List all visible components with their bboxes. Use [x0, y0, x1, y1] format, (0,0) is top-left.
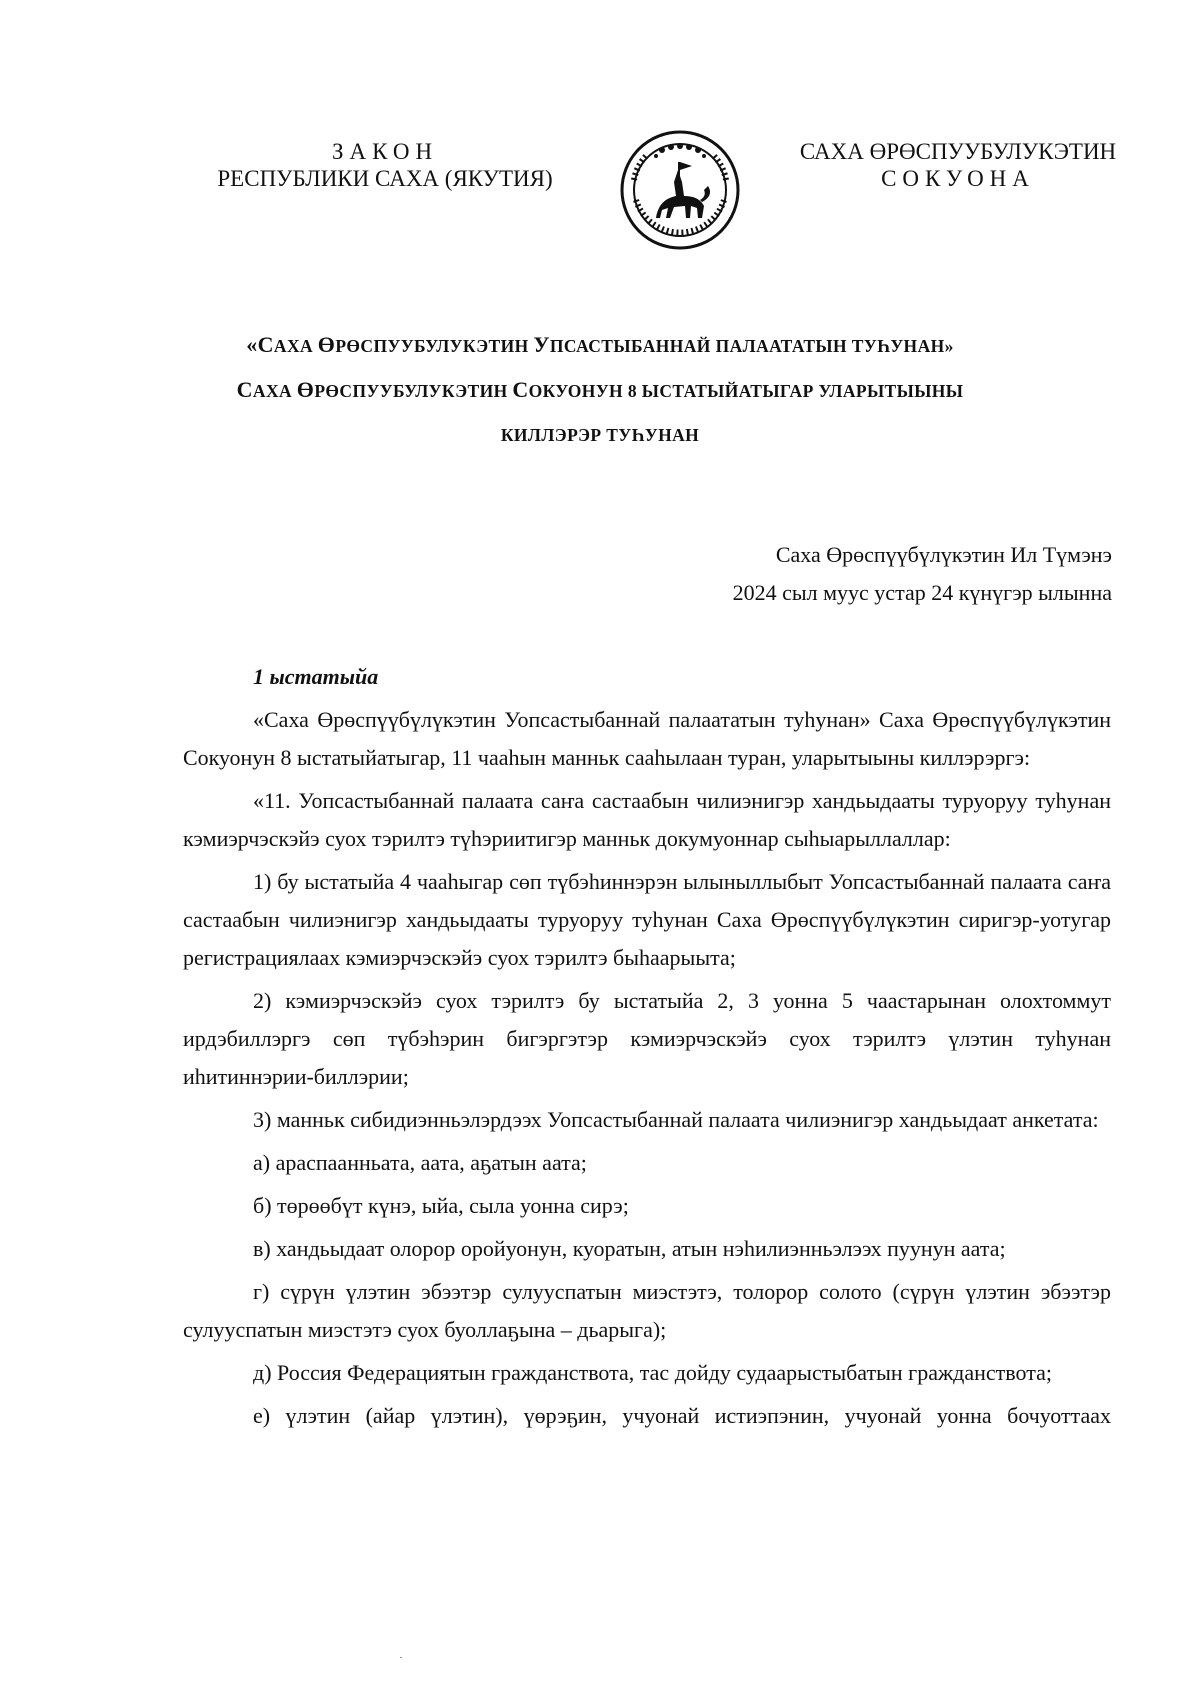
header-right [768, 138, 1148, 192]
list-item: е) үлэтин (айар үлэтин), үөрэҕин, учуонай истиэпэнин, учуонай уонна бочуоттаах [253, 1403, 1111, 1428]
paragraph: «Саха Өрөспүүбүлүкэтин Уопсастыбаннай палаататын туһунан» Саха Өрөспүүбүлүкэтин Сокуонун 8 ыстатыйатыгар, 11 чааһын манньк саaһылаан туран, уларытыыны киллэрэргэ: [183, 707, 1111, 770]
list-item: б) төрөөбүт күнэ, ыйа, сыла уонна сирэ; [253, 1193, 629, 1218]
title-line-3: КИЛЛЭРЭР ТУҺУНАН [500, 425, 700, 445]
republic-name-ru: РЕСПУБЛИКИ САХА (ЯКУТИЯ) [217, 166, 553, 191]
list-item: г) сүрүн үлэтин эбээтэр сулууспатын миэстэтэ, толорор солото (сүрүн үлэтин эбээтэр сулууспатын миэстэтэ суох буоллаҕына – дьарыга); [183, 1279, 1111, 1342]
title-line-2: САХА ӨРӨСПУУБУЛУКЭТИН СОКУОНУН 8 ЫСТАТЫЙАТЫГАР УЛАРЫТЫЫНЫ [236, 377, 964, 402]
adoption-block [733, 536, 1112, 612]
list-item: д) Россия Федерациятын гражданствота, тас дойду судаарыстыбатын гражданствота; [253, 1360, 1052, 1385]
adopting-body: Саха Өрөспүүбүлүкэтин Ил Түмэнэ [775, 542, 1112, 567]
list-item: в) хандьыдаат олорор оройуонун, куоратын, атын нэһилиэнньэлээх пуунун аата; [253, 1236, 1006, 1261]
coat-of-arms-icon [618, 126, 742, 254]
adoption-date: 2024 сыл муус устар 24 күнүгэр ылынна [732, 580, 1112, 605]
page-mark [400, 1657, 402, 1658]
law-label-sakha: СОКУОНА [881, 166, 1035, 191]
law-title [150, 323, 1050, 457]
title-line-1: «САХА ӨРӨСПУУБУЛУКЭТИН УПСАСТЫБАННАЙ ПАЛААТАТЫН ТУҺУНАН» [246, 332, 954, 357]
list-item: а) араспаанньата, аата, аҕатын аата; [253, 1150, 587, 1175]
paragraph: «11. Уопсастыбаннай палаата саҥа састаабын чилиэнигэр хандьыдааты туруоруу туһунан кэмиэрчэскэйэ суох тэрилтэ түһэриитигэр манньк докумуоннар сыһыарыллаллар: [183, 788, 1111, 851]
article-heading: 1 ыстатыйа [253, 664, 379, 689]
paragraph: 2) кэмиэрчэскэйэ суох тэрилтэ бу ыстатыйа 2, 3 уонна 5 чаастарынан олохтоммут ирдэбиллэргэ сөп түбэһэрин бигэргэтэр кэмиэрчэскэйэ суох тэрилтэ үлэтин туһунан иһитиннэрии-биллэрии; [183, 988, 1111, 1089]
header-left [215, 138, 555, 192]
republic-name-sakha: САХА ӨРӨСПУУБУЛУКЭТИН [799, 139, 1117, 164]
paragraph: 1) бу ыстатыйа 4 чааһыгар сөп түбэһиннэрэн ылыныллыбыт Уопсастыбаннай палаата саҥа састаабын чилиэнигэр хандьыдааты туруоруу туһунан Саха Өрөспүүбүлүкэтин сиригэр-уотугар регистрациялаах кэмиэрчэскэйэ суох тэрилтэ быһaарыыта; [183, 869, 1111, 970]
law-label: ЗАКОН [331, 139, 439, 164]
law-body [183, 658, 1111, 1440]
paragraph: 3) манньк сибидиэнньэлэрдээх Уопсастыбаннай палаата чилиэнигэр хандьыдаат анкетата: [253, 1107, 1099, 1132]
